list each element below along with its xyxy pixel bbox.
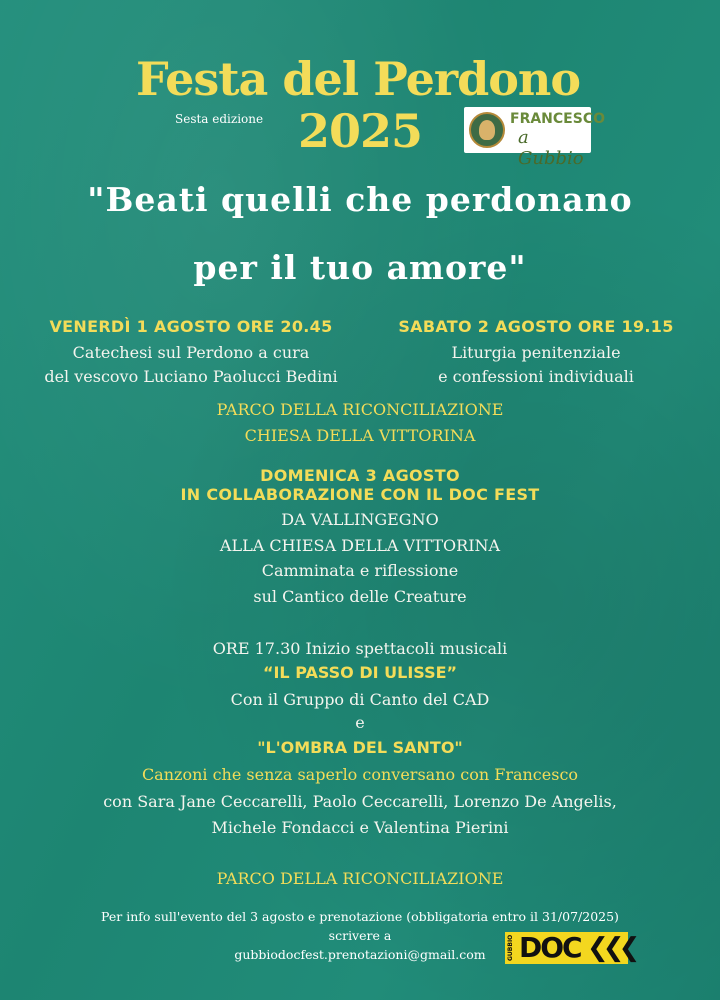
chevrons-icon: ❮❮❮	[587, 933, 635, 963]
contact-email[interactable]: gubbiodocfest.prenotazioni@gmail.com	[234, 947, 486, 962]
show-1-title: “IL PASSO DI ULISSE”	[262, 663, 458, 682]
venue-line-1: PARCO DELLA RICONCILIAZIONE	[216, 400, 504, 419]
venue-line-2: CHIESA DELLA VITTORINA	[244, 426, 476, 445]
sunday-heading-2: IN COLLABORAZIONE CON IL DOC FEST	[180, 485, 540, 504]
sunday-line-4: sul Cantico delle Creature	[253, 587, 467, 606]
show-2-description: Canzoni che senza saperlo conversano con Francesco	[141, 765, 579, 784]
final-venue: PARCO DELLA RICONCILIAZIONE	[216, 869, 504, 888]
show-2-title: "L'OMBRA DEL SANTO"	[257, 738, 463, 757]
logo-text-gubbio: a Gubbio	[518, 127, 584, 169]
event-year: 2025	[297, 104, 423, 158]
write-to-label: scrivere a	[328, 928, 392, 943]
performers-line-2: Michele Fondacci e Valentina Pierini	[211, 818, 509, 837]
show-1-performers: Con il Gruppo di Canto del CAD	[230, 690, 490, 709]
saturday-line-2: e confessioni individuali	[438, 367, 634, 386]
gubbio-doc-fest-logo	[505, 931, 635, 964]
sunday-line-2: ALLA CHIESA DELLA VITTORINA	[219, 536, 501, 555]
sunday-heading-1: DOMENICA 3 AGOSTO	[260, 466, 460, 485]
event-title: Festa del Perdono	[135, 52, 581, 106]
saturday-heading: SABATO 2 AGOSTO ORE 19.15	[398, 317, 674, 336]
sunday-line-3: Camminata e riflessione	[261, 561, 459, 580]
motto-line-2: per il tuo amore"	[193, 248, 527, 287]
edition-label: Sesta edizione	[175, 112, 264, 126]
motto-line-1: "Beati quelli che perdonano	[87, 180, 633, 219]
francesco-a-gubbio-logo	[464, 107, 605, 169]
saturday-line-1: Liturgia penitenziale	[451, 343, 621, 362]
and-separator: e	[355, 713, 365, 732]
music-intro: ORE 17.30 Inizio spettacoli musicali	[212, 639, 508, 658]
friday-line-2: del vescovo Luciano Paolucci Bedini	[44, 367, 338, 386]
doc-logo-text: DOC	[519, 931, 581, 964]
sunday-line-1: DA VALLINGEGNO	[281, 510, 439, 529]
performers-line-1: con Sara Jane Ceccarelli, Paolo Ceccarelli, Lorenzo De Angelis,	[103, 792, 617, 811]
logo-text-francesco: FRANCESCO	[510, 111, 605, 127]
doc-logo-side-text: GUBBIO	[507, 934, 514, 962]
info-line: Per info sull'evento del 3 agosto e prenotazione (obbligatoria entro il 31/07/2025)	[101, 909, 619, 924]
friday-heading: VENERDÌ 1 AGOSTO ORE 20.45	[49, 317, 333, 336]
friday-line-1: Catechesi sul Perdono a cura	[72, 343, 310, 362]
saint-portrait-icon	[469, 112, 505, 148]
